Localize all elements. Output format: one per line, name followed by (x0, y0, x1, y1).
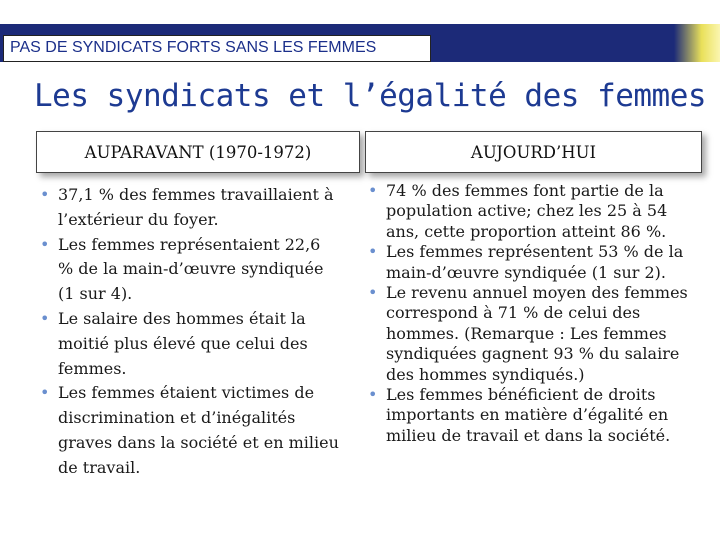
bullet-icon: • (368, 181, 378, 200)
column-header-before: AUPARAVANT (1970-1972) (36, 131, 360, 173)
list-item-text: Les femmes représentent 53 % de la main-d’œuvre syndiquée (1 sur 2). (386, 242, 684, 282)
list-item-text: 74 % des femmes font partie de la population active; chez les 25 à 54 ans, cette proportion atteint 86 %. (386, 181, 668, 241)
bullet-icon: • (368, 242, 378, 262)
section-banner (3, 35, 431, 62)
bullet-icon: • (40, 308, 50, 328)
list-item-text: 37,1 % des femmes travaillaient à l’extérieur du foyer. (58, 185, 334, 229)
list-item (368, 385, 702, 446)
bullet-icon: • (40, 234, 50, 254)
list-item (40, 233, 340, 307)
list-item (40, 307, 340, 381)
list-item-text: Le revenu annuel moyen des femmes correspond à 71 % de celui des hommes. (Remarque : Les femmes syndiquées gagnent 93 % du salaire des hommes syndiqués.) (386, 283, 688, 384)
list-item (368, 283, 702, 385)
column-header-today: AUJOURD’HUI (365, 131, 702, 173)
slide-title: Les syndicats et l’égalité des femmes (34, 78, 707, 114)
bullet-icon: • (368, 283, 378, 303)
list-today (368, 181, 702, 446)
list-before (40, 183, 340, 481)
bullet-icon: • (40, 185, 50, 204)
list-item (368, 242, 702, 283)
list-item (368, 181, 702, 242)
list-item-text: Les femmes étaient victimes de discrimination et d’inégalités graves dans la société et en milieu de travail. (58, 383, 339, 477)
top-bar-accent (674, 24, 720, 62)
banner-text: PAS DE SYNDICATS FORTS SANS LES FEMMES (10, 39, 377, 56)
list-item-text: Les femmes représentaient 22,6 % de la main-d’œuvre syndiquée (1 sur 4). (58, 234, 324, 304)
list-item-text: Les femmes bénéficient de droits importants en matière d’égalité en milieu de travail et dans la société. (386, 385, 671, 445)
bullet-icon: • (368, 385, 378, 405)
list-item (40, 183, 340, 233)
list-item-text: Le salaire des hommes était la moitié plus élevé que celui des femmes. (58, 308, 308, 378)
list-item (40, 381, 340, 480)
bullet-icon: • (40, 383, 50, 403)
